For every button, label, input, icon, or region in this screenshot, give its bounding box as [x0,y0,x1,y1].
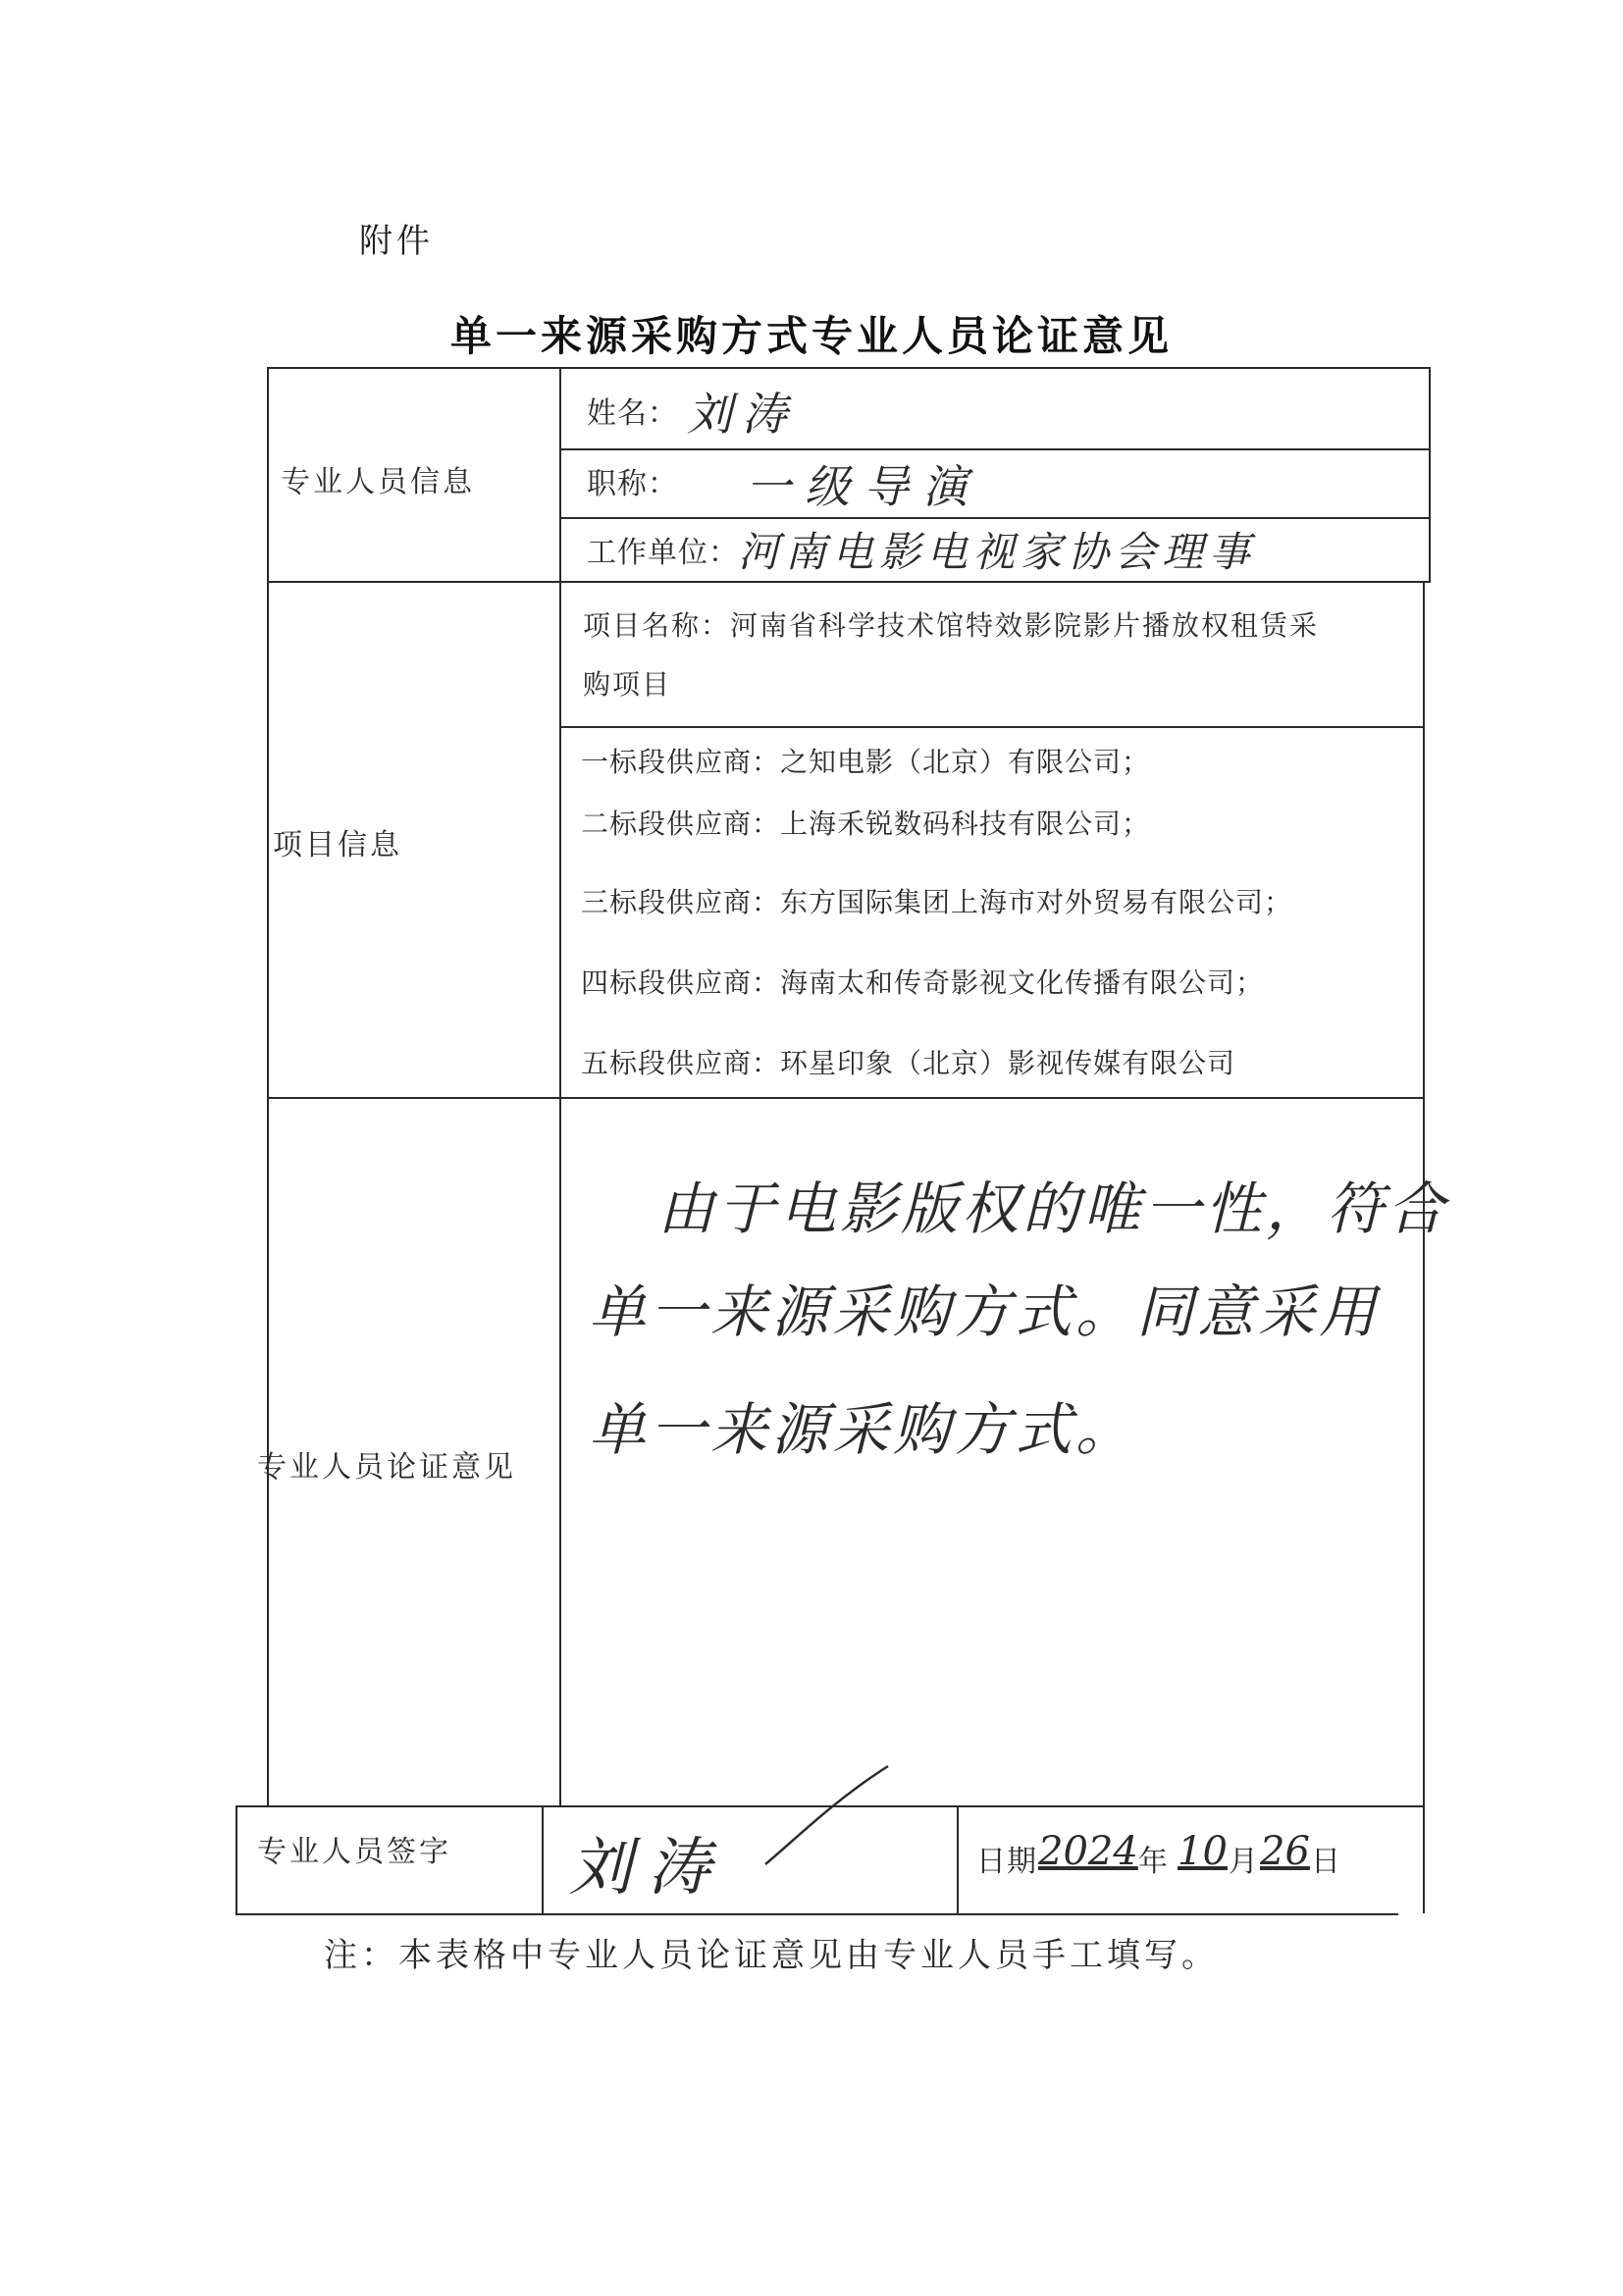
row-line-project-name [559,726,1423,728]
date-month-char: 月 [1229,1845,1259,1879]
document-title: 单一来源采购方式专业人员论证意见 [449,312,1173,360]
supplier-lot-4: 四标段供应商：海南太和传奇影视文化传播有限公司； [581,966,1265,999]
opinion-section-label: 专业人员论证意见 [257,1450,516,1485]
opinion-line-1: 由于电影版权的唯一性，符合 [657,1175,1449,1242]
table-date-divider [957,1805,959,1913]
supplier-lot-3: 三标段供应商：东方国际集团上海市对外贸易有限公司； [581,886,1293,918]
supplier-lot-1: 一标段供应商：之知电影（北京）有限公司； [581,746,1151,778]
row-line-title [559,517,1431,519]
signature-handwritten: 刘涛 [569,1832,726,1905]
project-section-label: 项目信息 [273,828,402,862]
opinion-line-2: 单一来源采购方式。同意采用 [589,1278,1381,1345]
personnel-section-label: 专业人员信息 [281,465,475,499]
table-border-top [267,367,1431,369]
table-border-right [1423,583,1425,1913]
table-border-right-top [1429,367,1431,583]
table-column-divider-bottom [542,1805,544,1913]
table-border-left-bottom [236,1805,237,1913]
date-year: 2024 [1038,1829,1138,1874]
row-line-project-end [267,1097,1425,1099]
table-border-bottom [236,1913,1398,1915]
signature-label: 专业人员签字 [257,1835,451,1869]
attachment-label: 附件 [359,222,434,261]
name-value-handwritten: 刘涛 [687,388,797,441]
date-day-char: 日 [1311,1845,1341,1879]
supplier-lot-2: 二标段供应商：上海禾锐数码科技有限公司； [581,808,1151,840]
title-label: 职称： [587,467,678,501]
date-day: 26 [1260,1829,1310,1874]
row-line-name [559,448,1431,450]
supplier-lot-5: 五标段供应商：环星印象（北京）影视传媒有限公司 [581,1047,1236,1079]
project-name-line2: 购项目 [583,668,672,701]
title-value-handwritten: 一级导演 [746,460,981,513]
row-line-personnel-end [267,581,1431,583]
footnote: 注：本表格中专业人员论证意见由专业人员手工填写。 [324,1936,1219,1975]
date-month: 10 [1178,1829,1228,1874]
unit-label: 工作单位： [587,536,739,570]
name-label: 姓名： [587,396,678,431]
date-label: 日期 [976,1845,1037,1879]
unit-value-handwritten: 河南电影电视家协会理事 [738,528,1257,576]
opinion-line-3: 单一来源采购方式。 [589,1396,1137,1463]
project-name-line1: 项目名称：河南省科学技术馆特效影院影片播放权租赁采 [583,609,1320,642]
date-year-char: 年 [1138,1845,1169,1879]
signature-flourish [756,1761,893,1869]
